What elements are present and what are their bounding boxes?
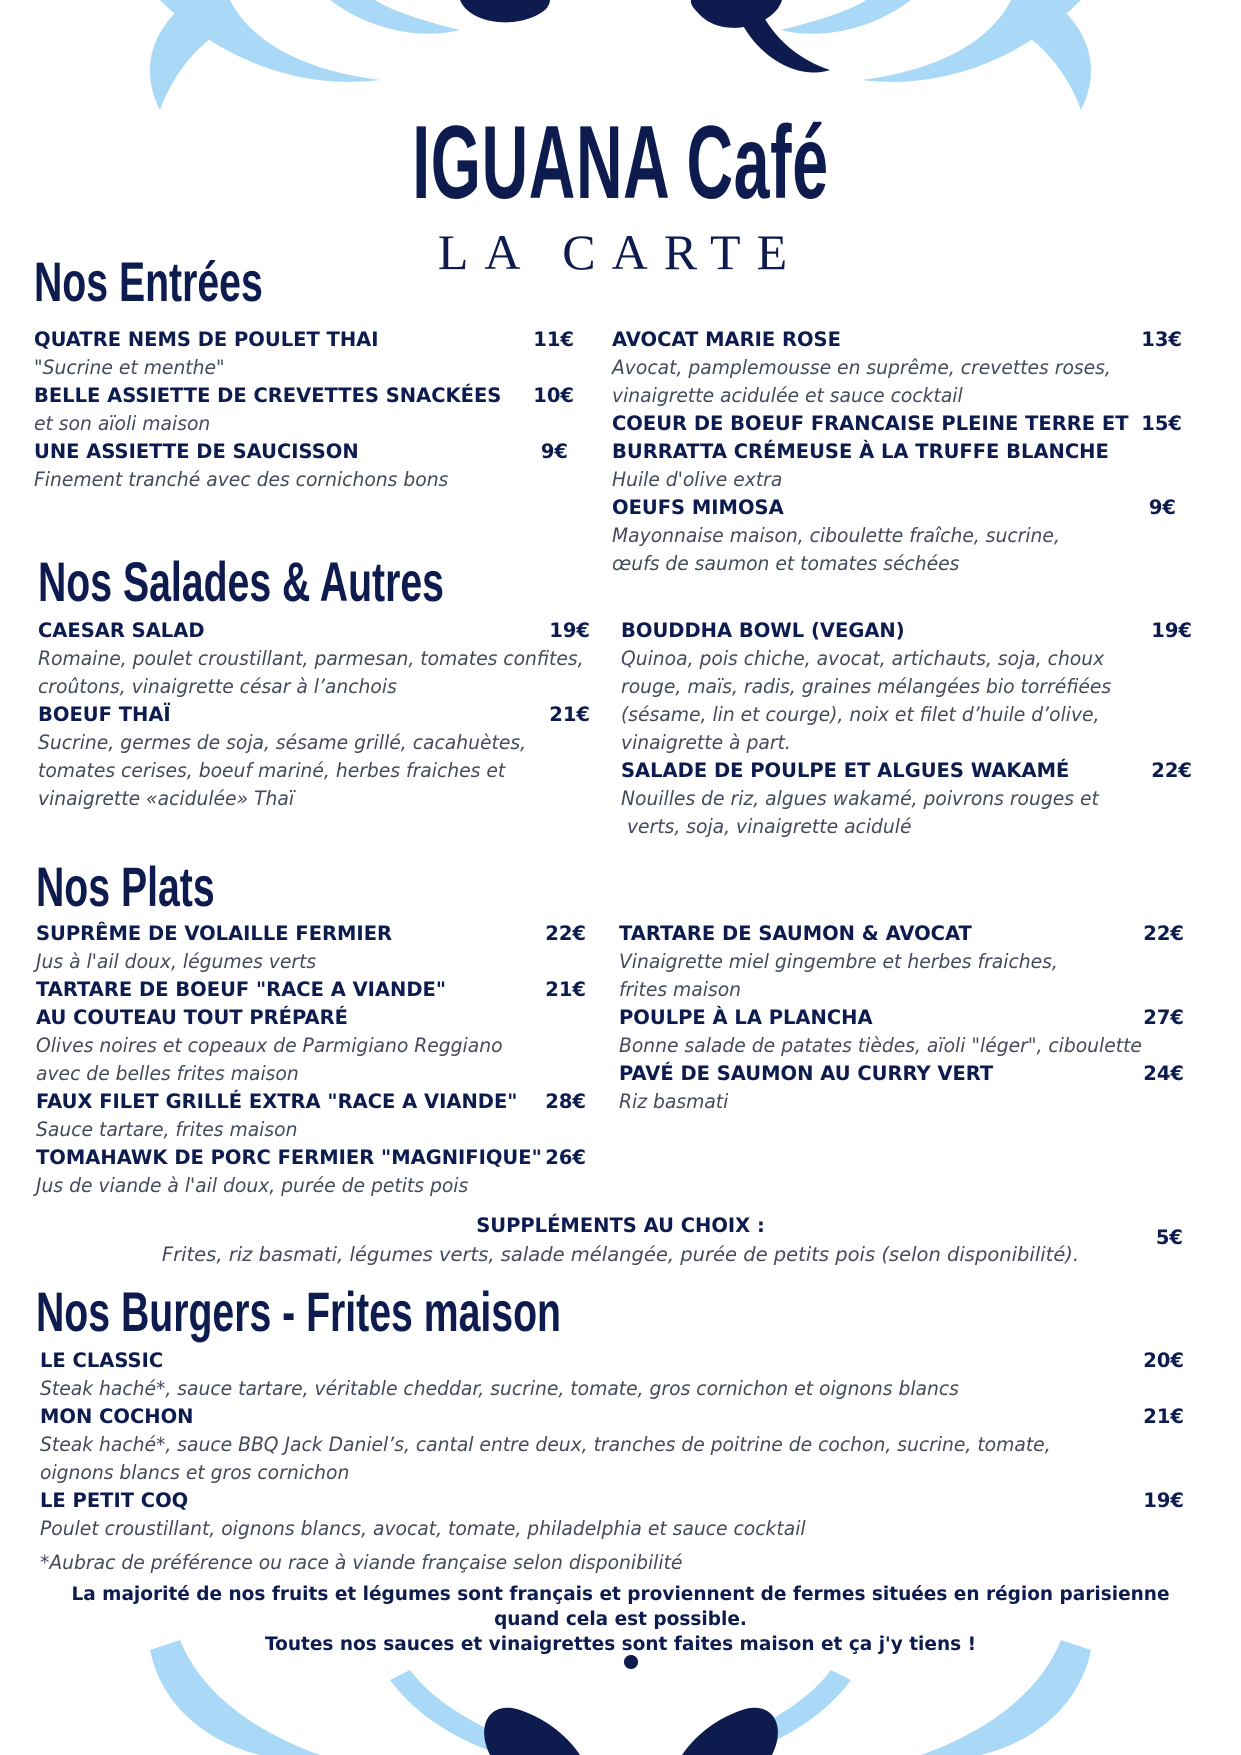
menu-item bbox=[34, 382, 574, 410]
item-price: 21€ bbox=[545, 978, 586, 1001]
menu-item bbox=[34, 438, 574, 466]
item-description: Poulet croustillant, oignons blancs, avocat, tomate, philadelphia et sauce cocktail bbox=[40, 1517, 806, 1540]
item-name: FAUX FILET GRILLÉ EXTRA "RACE A VIANDE" bbox=[36, 1090, 518, 1113]
item-description: rouge, maïs, radis, graines mélangées bio torréfiées bbox=[621, 675, 1112, 698]
item-description: Jus à l'ail doux, légumes verts bbox=[36, 950, 317, 973]
footer-line-1: La majorité de nos fruits et légumes sont français et proviennent de fermes situées en région parisienne bbox=[71, 1584, 1170, 1605]
item-name: LE PETIT COQ bbox=[40, 1489, 189, 1512]
item-description: Vinaigrette miel gingembre et herbes fraiches, bbox=[619, 950, 1058, 973]
item-description: vinaigrette à part. bbox=[621, 731, 791, 754]
item-name: OEUFS MIMOSA bbox=[612, 496, 784, 519]
item-description: Romaine, poulet croustillant, parmesan, tomates confites, bbox=[38, 647, 584, 670]
item-price: 28€ bbox=[545, 1090, 586, 1113]
item-description: Nouilles de riz, algues wakamé, poivrons rouges et bbox=[621, 787, 1099, 810]
menu-item bbox=[612, 494, 1182, 522]
item-price: 21€ bbox=[1143, 1405, 1184, 1428]
item-name: AU COUTEAU TOUT PRÉPARÉ bbox=[36, 1006, 348, 1029]
item-description: (sésame, lin et courge), noix et filet d’huile d’olive, bbox=[621, 703, 1100, 726]
item-description: vinaigrette acidulée et sauce cocktail bbox=[612, 384, 963, 407]
supplements-title: SUPPLÉMENTS AU CHOIX : bbox=[476, 1214, 765, 1237]
item-price: 26€ bbox=[545, 1146, 586, 1169]
menu-item bbox=[36, 976, 586, 1004]
item-description: Olives noires et copeaux de Parmigiano Reggiano bbox=[36, 1034, 503, 1057]
item-price: 19€ bbox=[549, 619, 590, 642]
section-title-burgers: Nos Burgers - Frites maison bbox=[36, 1280, 561, 1343]
item-description: verts, soja, vinaigrette acidulé bbox=[621, 815, 912, 838]
item-price: 22€ bbox=[1151, 759, 1192, 782]
item-description: Sauce tartare, frites maison bbox=[36, 1118, 298, 1141]
item-name: QUATRE NEMS DE POULET THAI bbox=[34, 328, 379, 351]
item-description: Steak haché*, sauce BBQ Jack Daniel’s, cantal entre deux, tranches de poitrine de cochon, sucrine, tomate, bbox=[40, 1433, 1051, 1456]
item-description: Finement tranché avec des cornichons bons bbox=[34, 468, 449, 491]
menu-item bbox=[619, 1060, 1184, 1088]
item-description: Steak haché*, sauce tartare, véritable cheddar, sucrine, tomate, gros cornichon et oignons blancs bbox=[40, 1377, 959, 1400]
menu-item bbox=[621, 617, 1192, 645]
item-name: MON COCHON bbox=[40, 1405, 194, 1428]
menu-item bbox=[612, 410, 1182, 438]
plats-right-column bbox=[619, 920, 1184, 1116]
brand-name: IGUANA Café bbox=[412, 105, 829, 221]
item-name: BURRATTA CRÉMEUSE À LA TRUFFE BLANCHE bbox=[612, 440, 1109, 463]
item-price: 27€ bbox=[1143, 1006, 1184, 1029]
item-description: oignons blancs et gros cornichon bbox=[40, 1461, 350, 1484]
item-name: UNE ASSIETTE DE SAUCISSON bbox=[34, 440, 359, 463]
item-price: 13€ bbox=[1141, 328, 1182, 351]
item-price: 19€ bbox=[1143, 1489, 1184, 1512]
footer-line-3: Toutes nos sauces et vinaigrettes sont faites maison et ça j'y tiens ! bbox=[264, 1634, 977, 1655]
menu-item bbox=[36, 920, 586, 948]
menu-item bbox=[612, 326, 1182, 354]
bottom-ornament bbox=[0, 1640, 1241, 1755]
menu-item bbox=[34, 326, 574, 354]
menu-item bbox=[40, 1403, 1184, 1431]
section-title-entrees: Nos Entrées bbox=[34, 250, 263, 313]
item-description: Riz basmati bbox=[619, 1090, 729, 1113]
burgers-list bbox=[40, 1347, 1184, 1577]
menu-item-name-continued bbox=[612, 438, 1182, 466]
supplements-price: 5€ bbox=[1155, 1226, 1183, 1249]
menu-item bbox=[36, 1144, 586, 1172]
footer-line-2: quand cela est possible. bbox=[494, 1609, 747, 1630]
item-name: SUPRÊME DE VOLAILLE FERMIER bbox=[36, 922, 393, 945]
section-title-salades: Nos Salades & Autres bbox=[38, 550, 444, 613]
item-name: SALADE DE POULPE ET ALGUES WAKAMÉ bbox=[621, 759, 1070, 782]
entrees-right-column bbox=[612, 326, 1182, 578]
item-price: 22€ bbox=[545, 922, 586, 945]
item-name: BOUDDHA BOWL (VEGAN) bbox=[621, 619, 905, 642]
item-description: croûtons, vinaigrette césar à l’anchois bbox=[38, 675, 397, 698]
item-price: 21€ bbox=[549, 703, 590, 726]
item-price: 24€ bbox=[1143, 1062, 1184, 1085]
item-name: POULPE À LA PLANCHA bbox=[619, 1006, 873, 1029]
item-description: vinaigrette «acidulée» Thaï bbox=[38, 787, 295, 810]
item-description: œufs de saumon et tomates séchées bbox=[612, 552, 960, 575]
item-price: 11€ bbox=[533, 328, 574, 351]
item-price: 9€ bbox=[1148, 496, 1176, 519]
item-description: Jus de viande à l'ail doux, purée de petits pois bbox=[36, 1174, 469, 1197]
item-description: Quinoa, pois chiche, avocat, artichauts, soja, choux bbox=[621, 647, 1105, 670]
menu-item bbox=[38, 617, 590, 645]
item-name: AVOCAT MARIE ROSE bbox=[612, 328, 841, 351]
item-name: LE CLASSIC bbox=[40, 1349, 164, 1372]
item-name: BOEUF THAÏ bbox=[38, 703, 171, 726]
item-price: 9€ bbox=[540, 440, 568, 463]
item-description: Huile d'olive extra bbox=[612, 468, 783, 491]
entrees-left-column bbox=[34, 326, 574, 494]
item-name: COEUR DE BOEUF FRANCAISE PLEINE TERRE ET bbox=[612, 412, 1129, 435]
item-description: tomates cerises, boeuf mariné, herbes fraiches et bbox=[38, 759, 506, 782]
burgers-note: *Aubrac de préférence ou race à viande française selon disponibilité bbox=[40, 1551, 683, 1574]
menu-item bbox=[38, 701, 590, 729]
item-description: Sucrine, germes de soja, sésame grillé, cacahuètes, bbox=[38, 731, 527, 754]
item-price: 10€ bbox=[533, 384, 574, 407]
item-name: TOMAHAWK DE PORC FERMIER "MAGNIFIQUE" bbox=[36, 1146, 542, 1169]
item-description: "Sucrine et menthe" bbox=[34, 356, 225, 379]
item-description: Mayonnaise maison, ciboulette fraîche, sucrine, bbox=[612, 524, 1060, 547]
item-name: TARTARE DE SAUMON & AVOCAT bbox=[619, 922, 972, 945]
item-description: frites maison bbox=[619, 978, 742, 1001]
menu-item-name-continued bbox=[36, 1004, 586, 1032]
brand-subtitle: LA CARTE bbox=[437, 224, 804, 280]
item-price: 20€ bbox=[1143, 1349, 1184, 1372]
menu-item bbox=[619, 1004, 1184, 1032]
menu-item bbox=[619, 920, 1184, 948]
item-description: avec de belles frites maison bbox=[36, 1062, 299, 1085]
item-price: 15€ bbox=[1141, 412, 1182, 435]
salades-right-column bbox=[621, 617, 1192, 841]
menu-item bbox=[36, 1088, 586, 1116]
item-name: BELLE ASSIETTE DE CREVETTES SNACKÉES bbox=[34, 384, 502, 407]
menu-item bbox=[40, 1347, 1184, 1375]
item-description: Bonne salade de patates tièdes, aïoli "léger", ciboulette bbox=[619, 1034, 1142, 1057]
menu-item bbox=[40, 1487, 1184, 1515]
menu-item bbox=[621, 757, 1192, 785]
plats-left-column bbox=[36, 920, 586, 1200]
supplements-description: Frites, riz basmati, légumes verts, salade mélangée, purée de petits pois (selon disponibilité). bbox=[161, 1243, 1080, 1266]
item-price: 22€ bbox=[1143, 922, 1184, 945]
item-description: Avocat, pamplemousse en suprême, crevettes roses, bbox=[612, 356, 1111, 379]
item-name: CAESAR SALAD bbox=[38, 619, 205, 642]
item-description: et son aïoli maison bbox=[34, 412, 211, 435]
item-name: TARTARE DE BOEUF "RACE A VIANDE" bbox=[36, 978, 447, 1001]
section-title-plats: Nos Plats bbox=[36, 855, 215, 918]
item-price: 19€ bbox=[1151, 619, 1192, 642]
item-name: PAVÉ DE SAUMON AU CURRY VERT bbox=[619, 1062, 994, 1085]
salades-left-column bbox=[38, 617, 590, 813]
